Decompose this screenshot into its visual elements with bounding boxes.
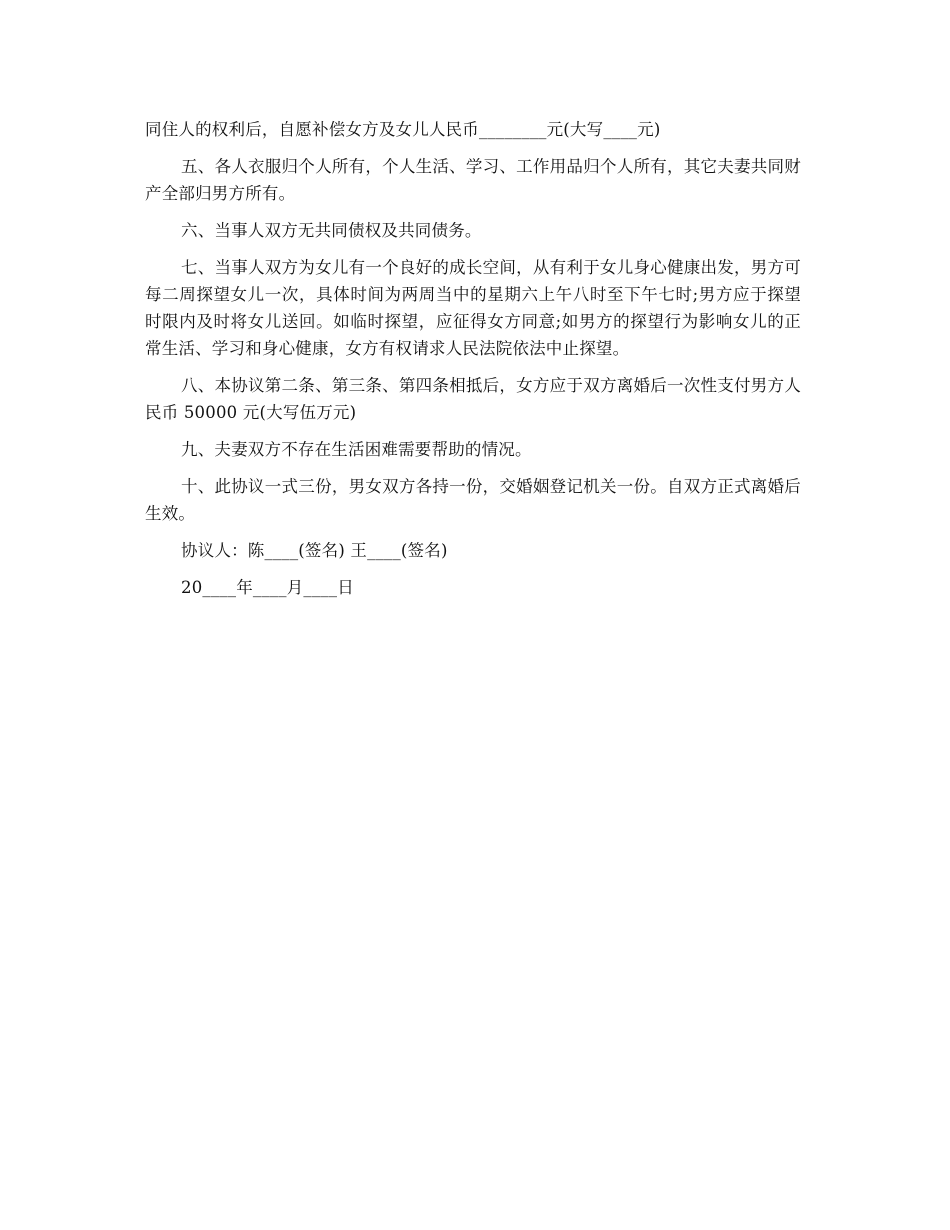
paragraph-clause-9: 九、夫妻双方不存在生活困难需要帮助的情况。 <box>181 440 532 459</box>
paragraph-clause-5: 五、各人衣服归个人所有，个人生活、学习、工作用品归个人所有，其它夫妻共同财产全部归男方所有。 <box>145 157 801 203</box>
paragraph-clause-10: 十、此协议一式三份，男女双方各持一份，交婚姻登记机关一份。自双方正式离婚后生效。 <box>145 477 801 523</box>
paragraph-clause-8: 八、本协议第二条、第三条、第四条相抵后，女方应于双方离婚后一次性支付男方人民币 50000 元(大写伍万元) <box>145 376 801 422</box>
date-line: 20____年____月____日 <box>181 578 354 597</box>
signature-line: 协议人：陈____(签名) 王____(签名) <box>181 541 448 560</box>
paragraph-compensation-continued: 同住人的权利后，自愿补偿女方及女儿人民币________元(大写____元) <box>145 120 661 139</box>
document-body <box>145 116 801 601</box>
paragraph-clause-6: 六、当事人双方无共同债权及共同债务。 <box>181 221 482 240</box>
paragraph-clause-7: 七、当事人双方为女儿有一个良好的成长空间，从有利于女儿身心健康出发，男方可每二周探望女儿一次，具体时间为两周当中的星期六上午八时至下午七时;男方应于探望时限内及时将女儿送回。如临时探望，应征得女方同意;如男方的探望行为影响女儿的正常生活、学习和身心健康，女方有权请求人民法院依法中止探望。 <box>145 258 801 358</box>
